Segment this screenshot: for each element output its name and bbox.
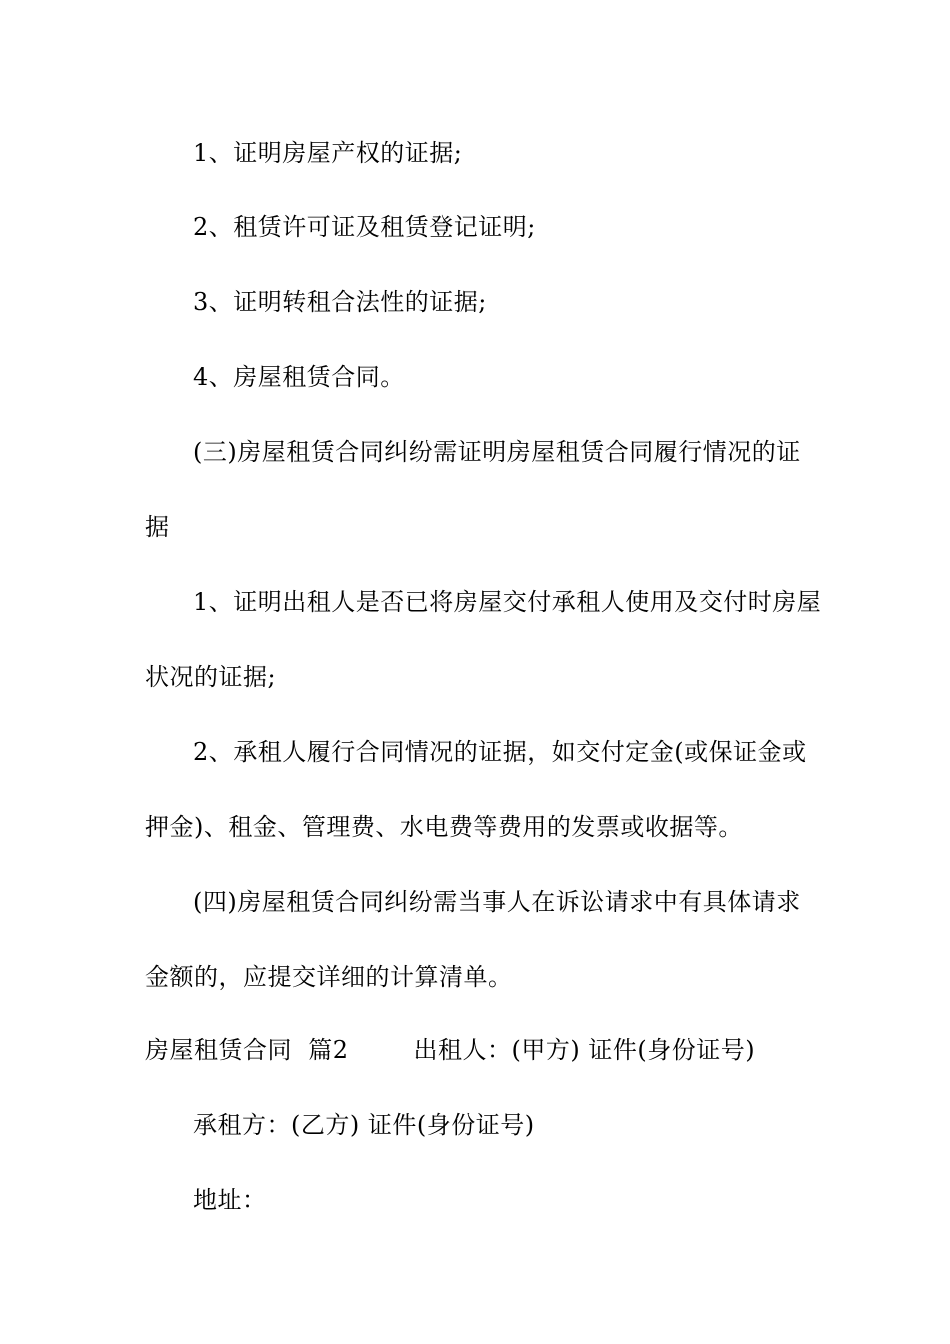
list-item-evidence-4: 4、房屋租赁合同。 <box>193 363 405 391</box>
list-item-evidence-3: 3、证明转租合法性的证据; <box>193 288 487 316</box>
performance-item-2-line-1: 2、承租人履行合同情况的证据，如交付定金(或保证金或 <box>193 738 807 766</box>
address-line: 地址： <box>193 1186 267 1214</box>
performance-item-2-line-2: 押金)、租金、管理费、水电费等费用的发票或收据等。 <box>145 813 743 841</box>
contract-title-line: 房屋租赁合同 篇2 出租人：(甲方) 证件(身份证号) <box>145 1036 756 1064</box>
performance-item-1-line-1: 1、证明出租人是否已将房屋交付承租人使用及交付时房屋 <box>193 588 822 616</box>
section-heading-3-line-1: (三)房屋租赁合同纠纷需证明房屋租赁合同履行情况的证 <box>193 438 801 466</box>
tenant-line: 承租方：(乙方) 证件(身份证号) <box>193 1111 535 1139</box>
list-item-evidence-1: 1、证明房屋产权的证据; <box>193 139 463 167</box>
performance-item-1-line-2: 状况的证据; <box>145 663 277 691</box>
list-item-evidence-2: 2、租赁许可证及租赁登记证明; <box>193 213 536 241</box>
section-heading-4-line-2: 金额的，应提交详细的计算清单。 <box>145 963 513 991</box>
section-heading-3-line-2: 据 <box>145 513 170 541</box>
section-heading-4-line-1: (四)房屋租赁合同纠纷需当事人在诉讼请求中有具体请求 <box>193 888 801 916</box>
